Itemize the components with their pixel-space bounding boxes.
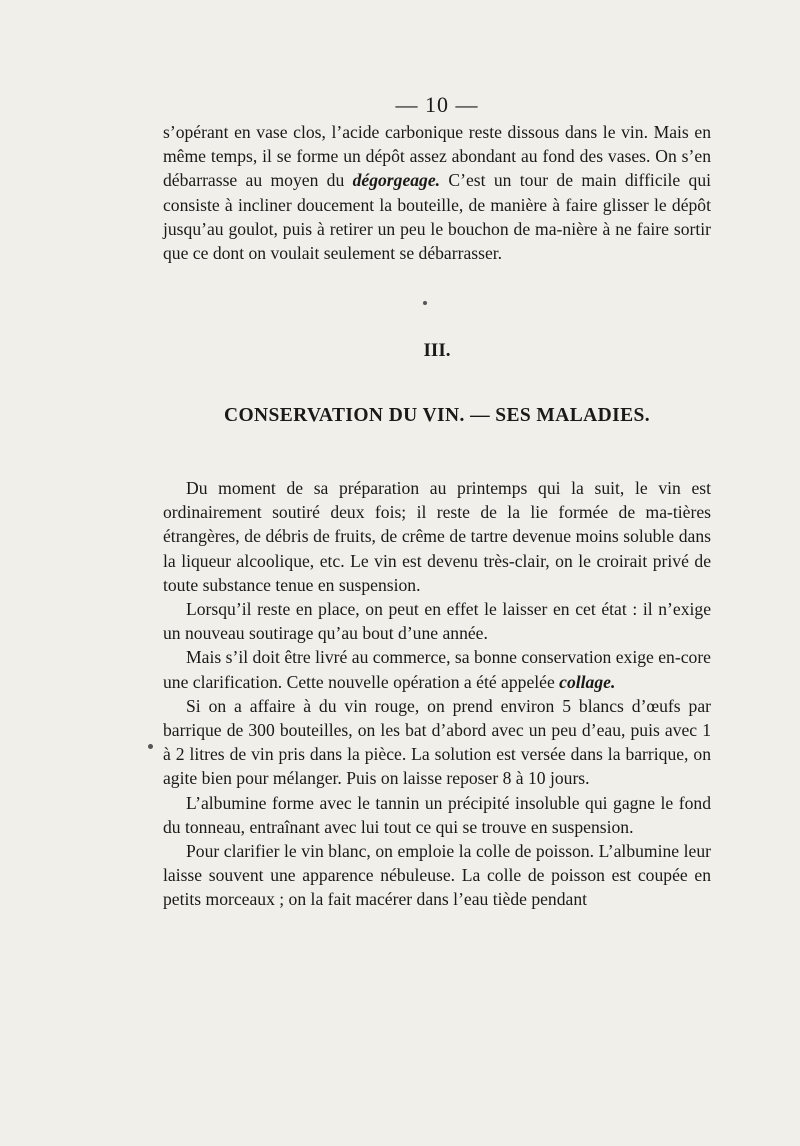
section-number: III.: [423, 340, 451, 361]
collage-text-before: Mais s’il doit être livré au commerce, sa bonne conservation exige en-core une clarification. Cette nouvelle opération a été appelée: [163, 647, 711, 692]
paragraph-vin-rouge: Si on a affaire à du vin rouge, on prend environ 5 blancs d’œufs par barrique de 300 bouteilles, on les bat d’abord avec un peu d’eau, puis avec 1 à 2 litres de vin pris dans la pièce. La solution est versée dans la barrique, on agite bien pour mélanger. Puis on laisse reposer 8 à 10 jours.: [163, 695, 711, 789]
degorgeage-term: dégorgeage.: [352, 170, 441, 191]
paragraph-en-place: Lorsqu’il reste en place, on peut en effet le laisser en cet état : il n’exige un nouveau soutirage qu’au bout d’une année.: [163, 599, 711, 644]
ink-speck: [148, 744, 153, 749]
page-number: — 10 —: [395, 92, 479, 117]
intro-text-before: s’opérant en vase clos, l’acide carbonique reste dissous dans le vin. Mais en même temps, il se forme un dépôt assez abondant au fond des vases. On s’en débarrasse au moyen du: [163, 122, 711, 191]
paragraph-albumine: L’albumine forme avec le tannin un précipité insoluble qui gagne le fond du tonneau, entraînant avec lui tout ce qui se trouve en suspension.: [163, 792, 711, 837]
paragraph-sutirage: Du moment de sa préparation au printemps qui la suit, le vin est ordinairement soutiré deux fois; il reste de la lie formée de ma-tières étrangères, de débris de fruits, de crême de tartre devenue moins soluble dans la liqueur alcoolique, etc. Le vin est devenu très-clair, on le croirait privé de toute substance tenue en suspension.: [163, 478, 711, 595]
intro-paragraph: [163, 120, 711, 265]
collage-term: collage.: [559, 671, 616, 692]
section-title: CONSERVATION DU VIN. — SES MALADIES.: [223, 405, 650, 426]
paragraph-vin-blanc: Pour clarifier le vin blanc, on emploie la colle de poisson. L’albumine leur laisse souvent une apparence nébuleuse. La colle de poisson est coupée en petits morceaux ; on la fait macérer dans l’eau tiède pendant: [163, 841, 711, 910]
ink-speck: [423, 301, 427, 305]
paragraph-collage: [163, 645, 711, 693]
section-body: [163, 476, 711, 912]
intro-text-after: C’est un tour de main difficile qui consiste à incliner doucement la bouteille, de manière à faire glisser le dépôt jusqu’au goulot, puis à retirer un peu le bouchon de ma-nière à ne faire sortir que ce dont on voulait seulement se débarrasser.: [163, 170, 712, 264]
